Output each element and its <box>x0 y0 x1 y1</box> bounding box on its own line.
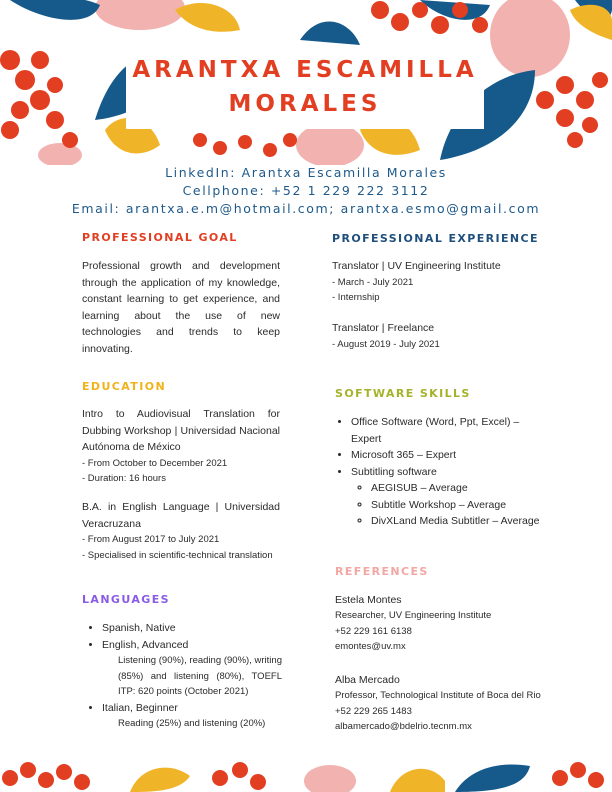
list-item <box>371 480 545 497</box>
software-item: Subtitling software <box>351 465 437 478</box>
pink-leaf-shape <box>304 765 356 792</box>
language-label: English, Advanced <box>102 638 189 651</box>
contact-cellphone: Cellphone: +52 1 229 222 3112 <box>182 183 430 198</box>
reference-name: Alba Mercado <box>335 674 400 686</box>
list-item <box>351 447 545 464</box>
experience-title: Translator | UV Engineering Institute <box>332 260 501 272</box>
education-title: B.A. in English Language | Universidad Veracruzana <box>82 501 280 530</box>
experience-detail: - Internship <box>332 292 380 303</box>
contact-email: Email: arantxa.e.m@hotmail.com; arantxa.esmo@gmail.com <box>71 201 541 216</box>
education-detail: - From October to December 2021 <box>82 457 228 469</box>
red-fern-shape <box>193 133 297 157</box>
experience-detail: - August 2019 - July 2021 <box>332 338 440 350</box>
language-note: Reading (25%) and listening (20%) <box>118 718 266 729</box>
yellow-leaf-shape <box>390 769 445 792</box>
software-list <box>331 414 545 530</box>
professional-goal-text: Professional growth and development through the application of my knowledge, constant learning to get experience, and learning about the use of new technologies and trends to keep innovating. <box>82 260 280 355</box>
reference-role: Professor, Technological Institute of Boca del Rio <box>335 690 541 701</box>
pink-leaf-shape <box>95 0 185 30</box>
language-label: Italian, Beginner <box>102 701 178 714</box>
list-item <box>371 497 545 514</box>
reference-role: Researcher, UV Engineering Institute <box>335 610 492 621</box>
reference-name: Estela Montes <box>335 594 402 606</box>
reference-email: albamercado@bdelrio.tecnm.mx <box>335 721 472 732</box>
name-first-line: ARANTXA ESCAMILLA <box>132 57 478 83</box>
reference-phone: +52 229 265 1483 <box>335 705 412 717</box>
education-title: Intro to Audiovisual Translation for Dubbing Workshop | Universidad Nacional Autónoma de México <box>82 408 280 453</box>
name-box <box>126 45 484 129</box>
experience-item <box>332 258 562 306</box>
language-label: Spanish, Native <box>102 622 176 634</box>
reference-email: emontes@uv.mx <box>335 641 406 652</box>
experience-item <box>332 320 562 352</box>
red-fern-shape <box>536 72 608 148</box>
list-item <box>351 464 545 530</box>
software-heading: SOFTWARE SKILLS <box>335 387 471 400</box>
software-subitem: Subtitle Workshop – Average <box>371 498 507 511</box>
list-item <box>102 620 282 637</box>
languages-list <box>82 620 282 732</box>
professional-goal-heading: PROFESSIONAL GOAL <box>82 231 238 244</box>
experience-title: Translator | Freelance <box>332 322 435 334</box>
reference-card <box>335 672 557 735</box>
pink-leaf-shape <box>38 143 82 165</box>
education-detail: - Duration: 16 hours <box>82 473 166 484</box>
pink-leaf-shape <box>296 123 364 165</box>
education-item <box>82 499 280 563</box>
yellow-leaf-shape <box>175 3 240 32</box>
list-item <box>351 414 545 447</box>
references-heading: REFERENCES <box>335 565 429 578</box>
navy-leaf-shape <box>455 764 530 792</box>
reference-card <box>335 592 557 655</box>
experience-detail: - March - July 2021 <box>332 276 414 288</box>
experience-heading: PROFESSIONAL EXPERIENCE <box>332 232 539 245</box>
navy-leaf-shape <box>10 0 100 20</box>
yellow-leaf-shape <box>570 5 612 40</box>
contact-linkedin: LinkedIn: Arantxa Escamilla Morales <box>165 165 447 180</box>
education-detail: - From August 2017 to July 2021 <box>82 534 220 545</box>
red-fern-shape <box>0 50 78 148</box>
software-subitem: AEGISUB – Average <box>371 482 468 494</box>
software-subitem: DivXLand Media Subtitler – Average <box>371 515 540 527</box>
list-item <box>371 513 545 530</box>
yellow-leaf-shape <box>130 768 190 792</box>
languages-heading: LANGUAGES <box>82 593 170 606</box>
reference-phone: +52 229 161 6138 <box>335 625 412 637</box>
pink-leaf-shape <box>490 0 570 77</box>
list-item <box>102 637 282 700</box>
software-item: Office Software (Word, Ppt, Excel) – Expert <box>351 416 520 445</box>
education-heading: EDUCATION <box>82 380 167 393</box>
education-detail: - Specialised in scientific-technical translation <box>82 549 273 561</box>
education-item <box>82 406 280 487</box>
language-note: Listening (90%), reading (90%), writing (85%) and listening (80%), TOEFL ITP: 620 points (October 2021) <box>118 655 282 697</box>
software-item: Microsoft 365 – Expert <box>351 449 457 461</box>
list-item <box>102 700 282 732</box>
name-last-line: MORALES <box>228 91 382 117</box>
bottom-leaf-decoration <box>0 756 612 792</box>
navy-leaf-shape <box>300 21 360 45</box>
